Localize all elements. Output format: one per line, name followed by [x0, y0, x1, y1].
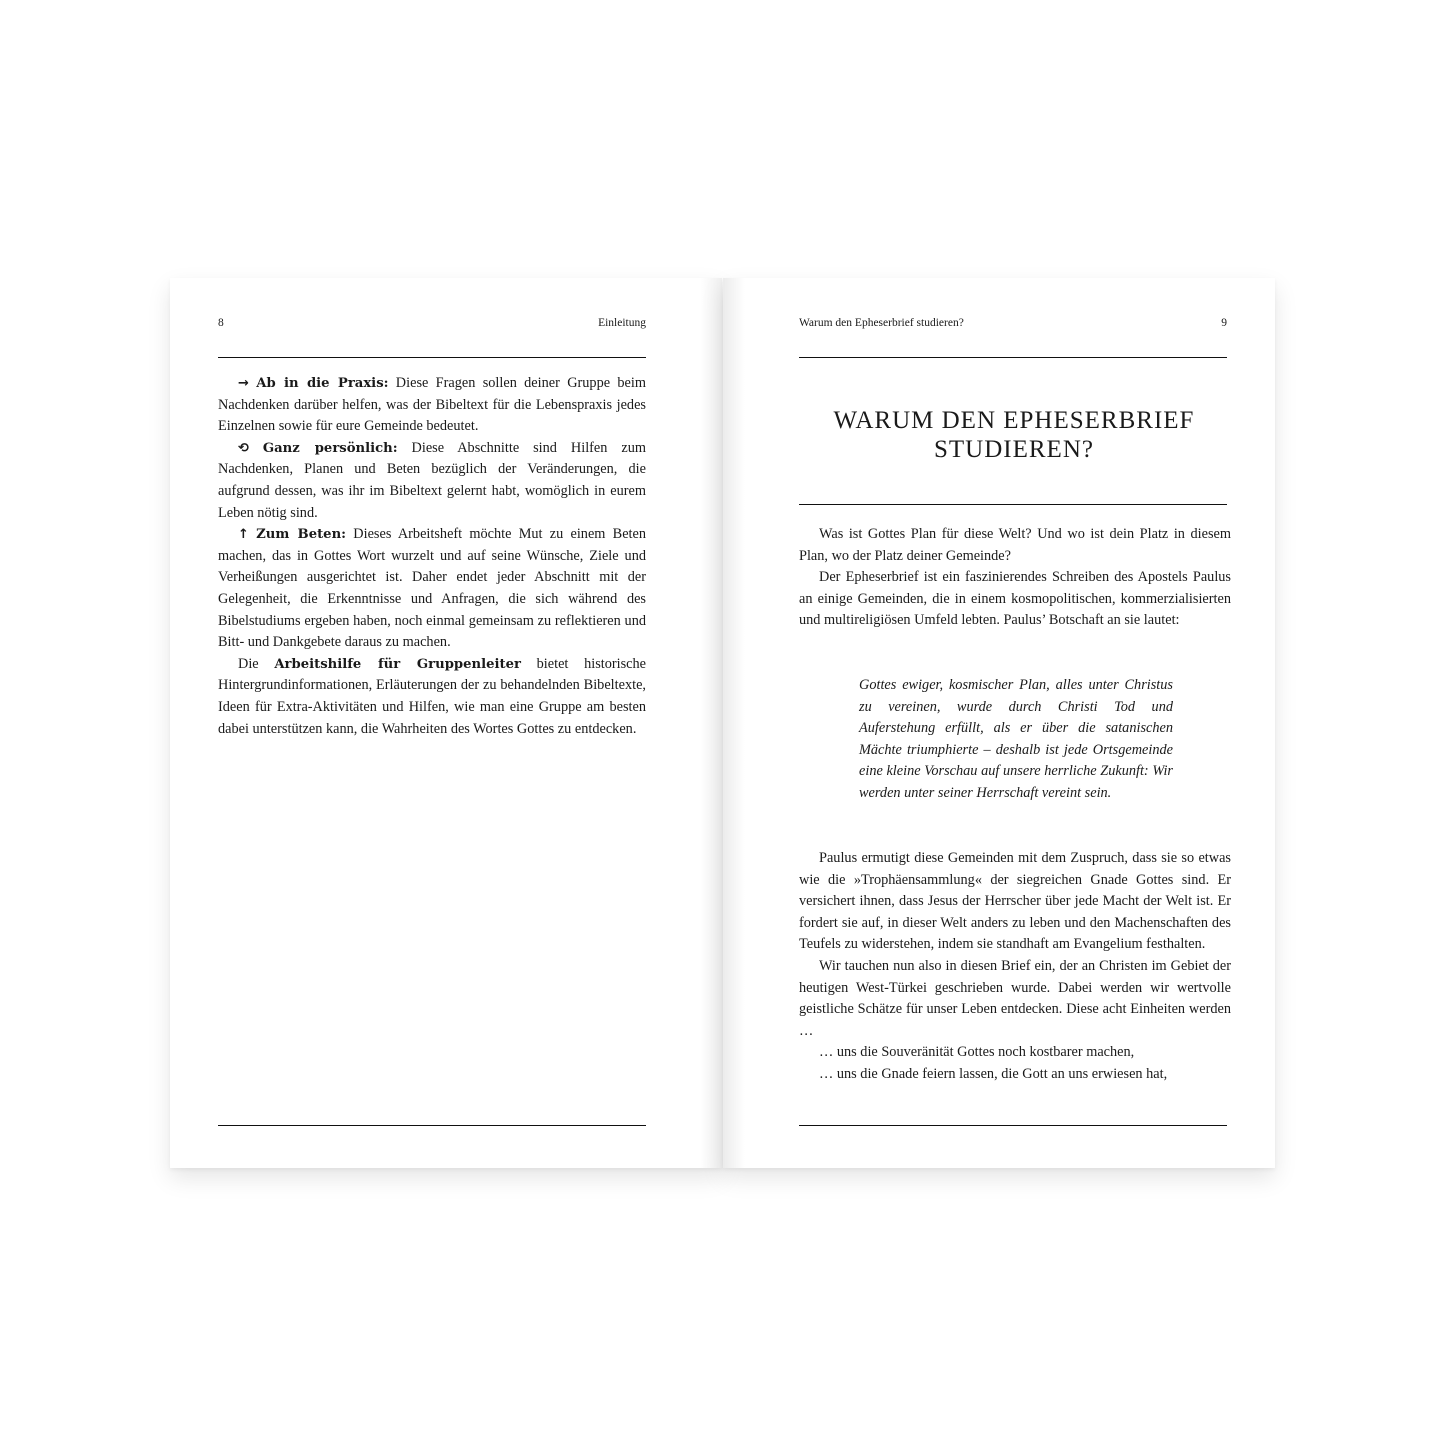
paragraph-arbeitshilfe [218, 654, 646, 740]
page-number: 8 [218, 317, 224, 329]
label-praxis: Ab in die Praxis: [256, 376, 389, 391]
list-item: … uns die Souveränität Gottes noch kostbarer machen, [819, 1044, 1135, 1061]
gutter-shadow [700, 278, 722, 1168]
arrow-up-icon: ↑ [238, 527, 249, 543]
running-head: Warum den Epheserbrief studieren? [799, 317, 964, 329]
text-arbeitshilfe: bietet historische Hintergrundinformationen, Erläuterungen der zu behandelnden Bibeltexte, Ideen für Extra-Aktivitäten und Hilfen, wie man eine Gruppe am besten dabei unterstützen kann, die Wahrheiten des Wortes Gottes zu entdecken. [218, 655, 647, 737]
block-quote: Gottes ewiger, kosmischer Plan, alles unter Christus zu vereinen, wurde durch Christi Tod und Auferstehung erfüllt, als er über die satanischen Mächte triumphierte – deshalb ist jede Ortsgemeinde eine kleine Vorschau auf unsere herrliche Zukunft: Wir werden unter seiner Herrschaft vereint sein. [859, 677, 1173, 801]
list-item: … uns die Gnade feiern lassen, die Gott an uns erwiesen hat, [819, 1065, 1168, 1082]
intro-paragraph: Der Epheserbrief ist ein faszinierendes Schreiben des Apostels Paulus an einige Gemeinden, die in einem kosmopolitischen, kommerzialisierten und multireligiösen Umfeld lebten. Paulus’ Botschaft an sie lautet: [799, 569, 1231, 629]
paragraph-praxis [218, 373, 646, 438]
chapter-title: WARUM DEN EPHESERBRIEF STUDIEREN? [833, 407, 1195, 463]
text-praxis: Diese Fragen sollen deiner Gruppe beim Nachdenken darüber helfen, was der Bibeltext für die Lebenspraxis jedes Einzelnen sowie für eure Gemeinde bedeutet. [218, 375, 646, 435]
running-head: Einleitung [598, 317, 646, 329]
text-arbeitshilfe-pre: Die [238, 655, 275, 672]
title-rule [799, 504, 1227, 505]
intro-paragraph: Was ist Gottes Plan für diese Welt? Und wo ist dein Platz in diesem Plan, wo der Platz deiner Gemeinde? [799, 526, 1231, 564]
main-text [799, 848, 1231, 1086]
label-persoenlich: Ganz persönlich: [262, 440, 398, 456]
cycle-arrows-icon: ⟲ [238, 440, 249, 456]
header-rule [218, 357, 646, 358]
text-persoenlich: Diese Abschnitte sind Hilfen zum Nachdenken, Planen und Beten bezüglich der Veränderungen, die aufgrund dessen, was ihr im Bibeltext gelernt habt, womöglich in eurem Leben nötig sind. [218, 439, 646, 521]
label-beten: Zum Beten: [256, 527, 347, 543]
label-arbeitshilfe: Arbeitshilfe für Gruppenleiter [274, 656, 521, 672]
header-rule [799, 357, 1227, 358]
intro-text [799, 524, 1231, 632]
body-paragraph: Wir tauchen nun also in diesen Brief ein, der an Christen im Gebiet der heutigen West-Türkei geschrieben wurde. Dabei werden wir wertvolle geistliche Schätze für unser Leben entdecken. Diese acht Einheiten werden … [799, 957, 1231, 1039]
body-paragraph: Paulus ermutigt diese Gemeinden mit dem Zuspruch, dass sie so etwas wie die »Trophäensammlung« der siegreichen Gnade Gottes sind. Er versichert ihnen, dass Jesus der Herrscher über jede Macht der Welt ist. Er fordert sie auf, in dieser Welt anders zu leben und den Machenschaften des Teufels zu widerstehen, indem sie standhaft am Evangelium festhalten. [799, 850, 1231, 953]
book-spread [170, 278, 1275, 1168]
footer-rule [218, 1125, 646, 1126]
left-body-text [218, 373, 646, 740]
arrow-right-icon: → [238, 376, 249, 391]
footer-rule [799, 1125, 1227, 1126]
paragraph-beten [218, 524, 646, 654]
right-page [723, 278, 1275, 1168]
text-beten: Dieses Arbeitsheft möchte Mut zu einem Beten machen, das in Gottes Wort wurzelt und auf seine Wünsche, Ziele und Verheißungen ausgerichtet ist. Daher endet jeder Abschnitt mit der Gelegenheit, die Erkenntnisse und Anfragen, die sich während des Bibelstudiums ergeben haben, noch einmal gemeinsam zu reflektieren und Bitt- und Dankgebete daraus zu machen. [218, 526, 647, 651]
page-number: 9 [1221, 317, 1227, 329]
gutter-shadow [723, 278, 745, 1168]
left-page [170, 278, 722, 1168]
paragraph-persoenlich [218, 438, 646, 524]
